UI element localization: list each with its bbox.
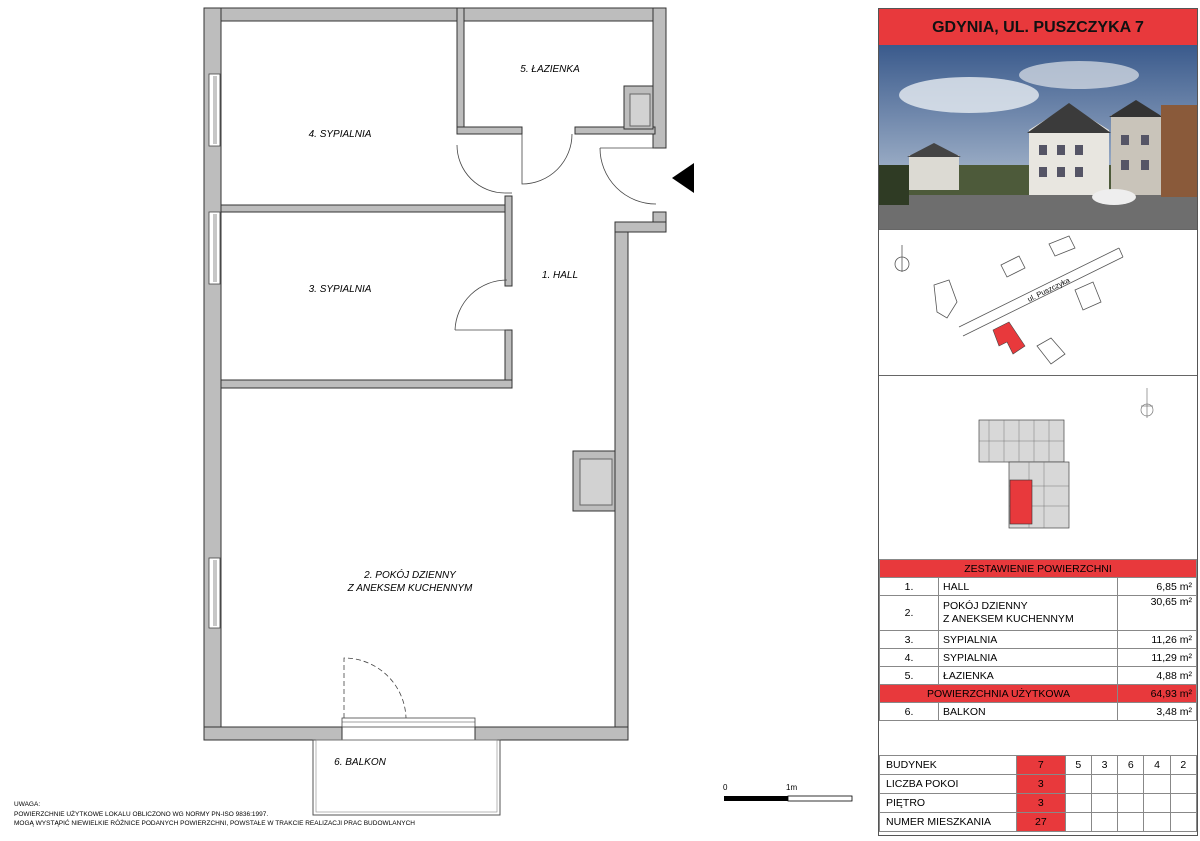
building-value: 3 (1091, 756, 1117, 775)
wall-bath-bottom-a (457, 127, 522, 134)
highlighted-building (993, 322, 1025, 354)
building-key-plan (879, 376, 1197, 556)
window-bed3 (209, 212, 220, 284)
apartment-number-value: 27 (1017, 813, 1066, 832)
wall-step (615, 222, 666, 232)
wall-bottom-left (204, 727, 342, 740)
info-row-building (880, 756, 1197, 775)
row-number: 5. (880, 667, 939, 685)
floor-value: 3 (1017, 794, 1066, 813)
area-summary-table (879, 559, 1197, 721)
room-label-hall: 1. HALL (541, 270, 579, 281)
room-label-balcony: 6. BALKON (334, 757, 386, 768)
door-entrance (600, 148, 656, 204)
row-area: 4,88 m² (1118, 667, 1197, 685)
row-name: SYPIALNIA (939, 649, 1118, 667)
wall-bed3-bottom (221, 380, 512, 388)
row-area: 11,26 m² (1118, 631, 1197, 649)
highlighted-apartment (1010, 480, 1032, 524)
building-rendering (879, 45, 1197, 229)
building-value: 6 (1118, 756, 1144, 775)
row-name (939, 596, 1118, 631)
info-row-apartment (880, 813, 1197, 832)
table-row (880, 703, 1197, 721)
area-summary-heading: ZESTAWIENIE POWIERZCHNI (880, 560, 1197, 578)
balcony-door (342, 718, 475, 727)
site-map (879, 230, 1197, 375)
room-label-bathroom: 5. ŁAZIENKA (520, 64, 580, 75)
row-area: 3,48 m² (1118, 703, 1197, 721)
scale-label-one: 1m (786, 783, 798, 792)
table-row (880, 631, 1197, 649)
building-value: 7 (1017, 756, 1066, 775)
wall-bottom-right (475, 727, 628, 740)
row-name: SYPIALNIA (939, 631, 1118, 649)
door-bedroom3 (455, 280, 507, 330)
table-row (880, 649, 1197, 667)
page-title: GDYNIA, UL. PUSZCZYKA 7 (879, 9, 1197, 45)
usable-area-value: 64,93 m² (1118, 685, 1197, 703)
table-row (880, 578, 1197, 596)
rooms-value: 3 (1017, 775, 1066, 794)
apartment-number-label: NUMER MIESZKANIA (880, 813, 1017, 832)
room-label-bedroom4: 4. SYPIALNIA (308, 129, 372, 140)
building-label: BUDYNEK (880, 756, 1017, 775)
room-label-living-line1: 2. POKÓJ DZIENNY (364, 570, 456, 581)
wall-hall-left-b (505, 330, 512, 388)
info-row-rooms (880, 775, 1197, 794)
row-number: 6. (880, 703, 939, 721)
scale-bar (724, 796, 852, 801)
wall-right-lower (615, 222, 628, 740)
notes-line2: MOGĄ WYSTĄPIĆ NIEWIELKIE RÓŻNICE PODANYCH POWIERZCHNI, POWSTAŁE W TRAKCIE REALIZACJI PRAC BUDOWLANYCH (14, 820, 416, 827)
wall-bath-left (457, 8, 464, 132)
usable-area-row (880, 685, 1197, 703)
info-panel (878, 8, 1198, 836)
wall-top (204, 8, 666, 21)
row-name-line1: POKÓJ DZIENNY (943, 600, 1028, 612)
notes-title: UWAGA: (14, 801, 41, 808)
window-bed4 (209, 74, 220, 146)
floor-label: PIĘTRO (880, 794, 1017, 813)
row-area: 6,85 m² (1118, 578, 1197, 596)
door-bedroom4 (457, 145, 505, 193)
wall-hall-left-a (505, 196, 512, 286)
building-value: 5 (1065, 756, 1091, 775)
row-number: 2. (880, 596, 939, 631)
door-bathroom (522, 134, 572, 184)
row-name: ŁAZIENKA (939, 667, 1118, 685)
info-row-floor (880, 794, 1197, 813)
street-label: ul. Puszczyka (1025, 275, 1072, 304)
notes-line1: POWIERZCHNIE UŻYTKOWE LOKALU OBLICZONO WG NORMY PN-ISO 9836:1997. (14, 811, 269, 818)
row-number: 1. (880, 578, 939, 596)
scale-label-zero: 0 (723, 783, 728, 792)
table-row (880, 596, 1197, 631)
usable-area-label: POWIERZCHNIA UŻYTKOWA (880, 685, 1118, 703)
room-label-living-line2: Z ANEKSEM KUCHENNYM (347, 583, 473, 594)
building-value: 2 (1170, 756, 1196, 775)
row-area: 30,65 m² (1118, 596, 1197, 631)
entrance-arrow (672, 163, 694, 193)
row-area: 11,29 m² (1118, 649, 1197, 667)
building-value: 4 (1144, 756, 1170, 775)
room-label-living (320, 569, 500, 595)
rooms-label: LICZBA POKOI (880, 775, 1017, 794)
balcony-outline (313, 740, 500, 815)
wall-bed4-bottom (221, 205, 511, 212)
row-name-line2: Z ANEKSEM KUCHENNYM (943, 613, 1074, 625)
row-number: 4. (880, 649, 939, 667)
table-row (880, 667, 1197, 685)
row-name: HALL (939, 578, 1118, 596)
room-label-bedroom3: 3. SYPIALNIA (308, 284, 372, 295)
row-name: BALKON (939, 703, 1118, 721)
row-number: 3. (880, 631, 939, 649)
door-balcony (344, 658, 406, 718)
window-living (209, 558, 220, 628)
apartment-info-table (879, 755, 1197, 832)
